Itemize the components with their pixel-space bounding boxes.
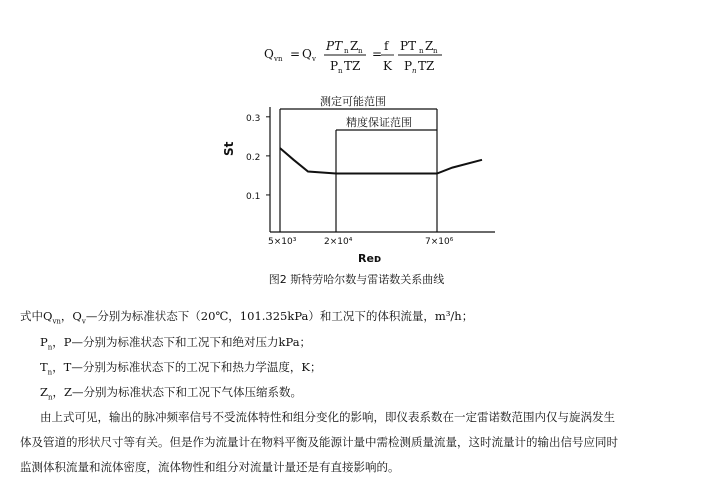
formula-lhs-sub: vn	[274, 55, 283, 63]
svg-text:n: n	[412, 67, 417, 75]
accuracy-range-label: 精度保证范围	[346, 116, 412, 129]
measurable-range-label: 测定可能范围	[320, 95, 386, 108]
body-line-3: 监测体积流量和流体密度，流体物性和组分对流量计量还是有直接影响的。	[20, 460, 400, 474]
variable-def-z: $Z_n$，Z—分别为标准状态下和工况下气体压缩系数。	[40, 385, 303, 402]
svg-text:n: n	[419, 47, 424, 55]
svg-text:Z: Z	[425, 39, 434, 53]
y-tick-label: 0.1	[246, 191, 261, 202]
svg-text:n: n	[344, 47, 349, 55]
st-re-curve	[280, 148, 482, 173]
x-tick-label: 7×10⁶	[425, 237, 454, 247]
svg-text:=: =	[372, 47, 383, 61]
svg-text:TZ: TZ	[418, 59, 435, 73]
y-tick-label: 0.3	[246, 113, 261, 124]
svg-text:Z: Z	[350, 39, 359, 53]
svg-text:n: n	[433, 47, 438, 55]
y-axis-label: St	[222, 141, 236, 156]
variable-def-p: $P_n$，P—分别为标准状态下和工况下和绝对压力kPa；	[40, 335, 312, 352]
formula-q: Q	[302, 47, 312, 61]
formula-q-sub: v	[312, 55, 316, 63]
formula-den2: P	[404, 59, 413, 73]
body-line-1: 由上式可见，输出的脉冲频率信号不受流体特性和组分变化的影响，即仪表系数在一定雷诺数范围内仅与旋涡发生	[40, 410, 615, 424]
formula-f: f	[384, 39, 389, 53]
formula-num2: PT	[400, 39, 417, 53]
formula-lhs: Q	[264, 47, 274, 61]
y-tick-label: 0.2	[246, 152, 261, 163]
formula-den1: P	[330, 59, 339, 73]
formula-k: K	[383, 59, 392, 73]
body-line-2: 体及管道的形状尺寸等有关。但是作为流量计在物料平衡及能源计量中需检测质量流量，这时流量计的输出信号应同时	[20, 435, 618, 449]
formula-num1: PT	[326, 39, 343, 53]
svg-text:n: n	[358, 47, 363, 55]
flow-formula	[250, 30, 480, 80]
variable-def-t: $T_n$，T—分别为标准状态下的工况下和热力学温度，K；	[40, 360, 322, 377]
svg-text:n: n	[338, 67, 343, 75]
strouhal-reynolds-chart	[200, 92, 520, 292]
svg-text:TZ: TZ	[344, 59, 361, 73]
figure-caption: 图2 斯特劳哈尔数与雷诺数关系曲线	[268, 273, 445, 286]
x-tick-label: 2×10⁴	[324, 237, 353, 247]
x-axis-label: Reᴅ	[358, 252, 382, 265]
variable-def-q: 式中$Q_{vn}$，$Q_v—$分别为标准状态下（20℃，101.325kPa）和工况下的体积流量，m³/h；	[20, 309, 474, 326]
svg-text:=: =	[290, 47, 301, 61]
x-tick-label: 5×10³	[268, 237, 297, 247]
